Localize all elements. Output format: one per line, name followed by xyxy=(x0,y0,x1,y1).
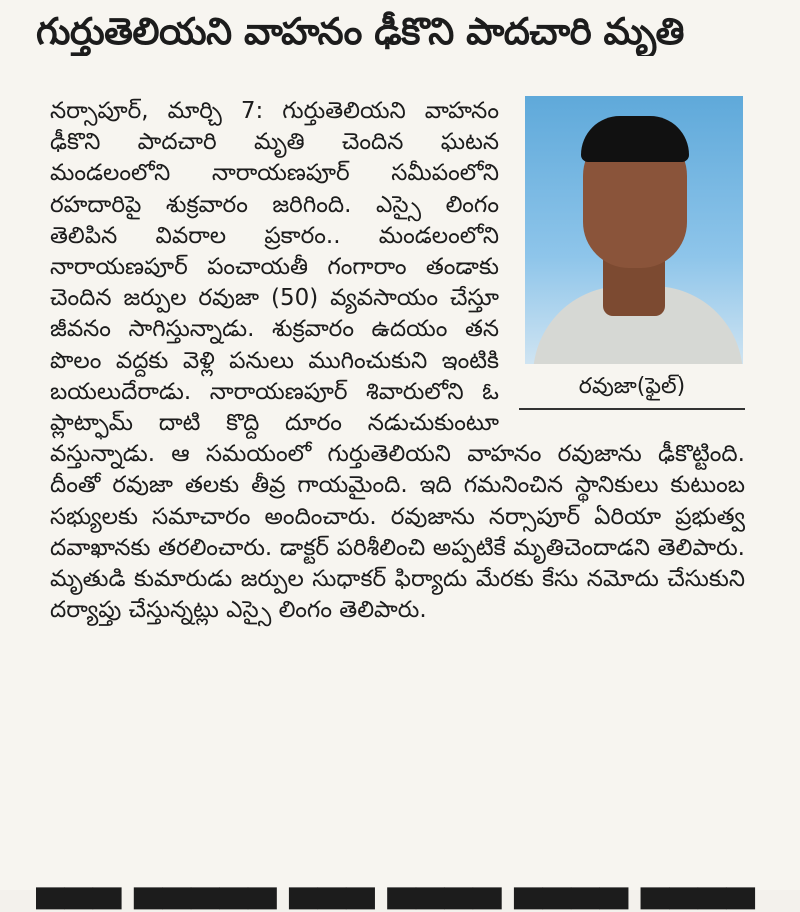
next-article-headline-cropped: ▄▄▄ ▄▄▄▄▄ ▄▄▄ ▄▄▄▄ ▄▄▄▄ ▄▄▄▄ xyxy=(36,866,755,909)
photo-block xyxy=(519,96,745,410)
article-body-container xyxy=(50,96,745,626)
article-headline: గుర్తుతెలియని వాహనం ఢీకొని పాదచారి మృతి xyxy=(36,10,684,53)
photo-hair xyxy=(581,116,689,162)
photo-caption: రవుజా(ఫైల్) xyxy=(519,372,745,410)
article-text: నర్సాపూర్, మార్చి 7: గుర్తుతెలియని వాహనం ఢీకొని పాదచారి మృతి చెందిన ఘటన మండలంలోని నారాయణపూర్ సమీపంలోని రహదారిపై శుక్రవారం జరిగింది. ఎస్సై లింగం తెలిపిన వివరాల ప్రకారం.. మండలంలోని నారాయణపూర్ పంచాయతీ గంగారాం తండాకు చెందిన జర్పుల రవుజా (50) వ్యవసాయం చేస్తూ జీవనం సాగిస్తున్నాడు. శుక్రవారం ఉదయం తన పొలం వద్దకు వెళ్లి పనులు ముగించుకుని ఇంటికి బయలుదేరాడు. నారాయణపూర్ శివారులోని ఓ ప్లాట్ఫామ్ దాటి కొద్ది దూరం నడుచుకుంటూ వస్తున్నాడు. ఆ సమయంలో గుర్తుతెలియని వాహనం రవుజాను ఢీకొట్టింది. దీంతో రవుజా తలకు తీవ్ర గాయమైంది. ఇది గమనించిన స్థానికులు కుటుంబ సభ్యులకు సమాచారం అందించారు. రవుజాను నర్సాపూర్ ఏరియా ప్రభుత్వ దవాఖానకు తరలించారు. డాక్టర్ పరిశీలించి అప్పటికే మృతిచెందాడని తెలిపారు. మృతుడి కుమారుడు జర్పుల సుధాకర్ ఫిర్యాదు మేరకు కేసు నమోదు చేసుకుని దర్యాప్తు చేస్తున్నట్లు ఎస్సై లింగం తెలిపారు. xyxy=(50,98,745,624)
victim-photo xyxy=(525,96,743,364)
